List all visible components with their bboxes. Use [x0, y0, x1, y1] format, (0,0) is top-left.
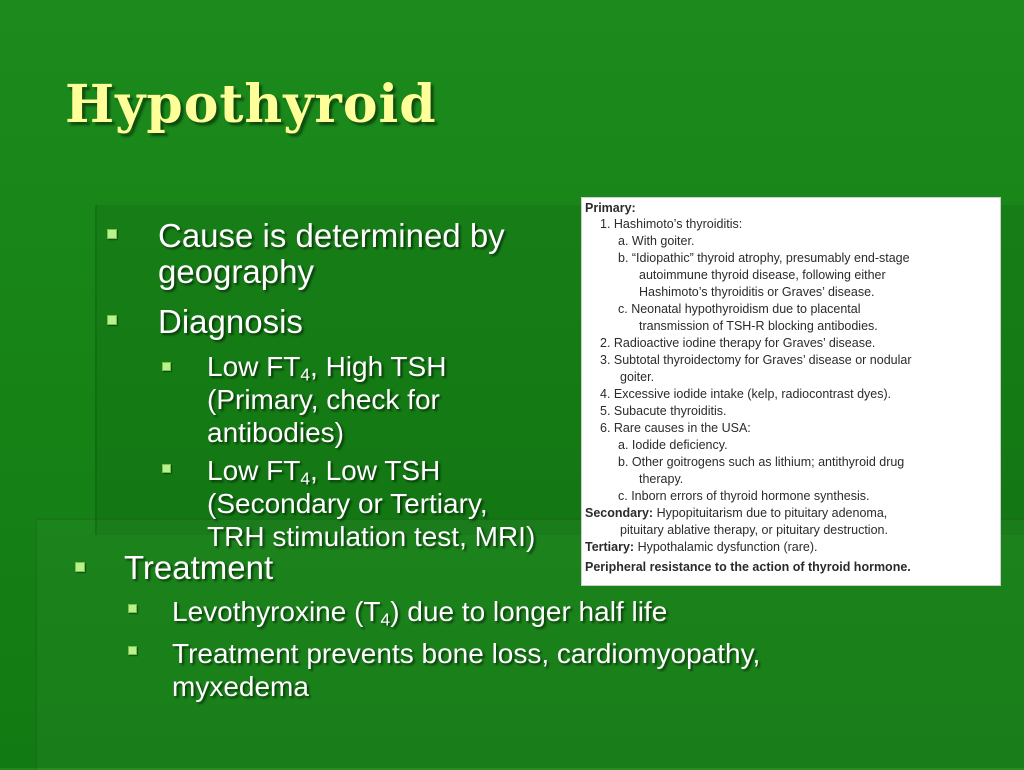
tertiary-line: Tertiary: Hypothalamic dysfunction (rare).: [585, 540, 818, 554]
low-ft4-low-tsh-line-3: TRH stimulation test, MRI): [207, 521, 536, 552]
sub-bullet-icon: [162, 362, 171, 371]
ref-item: autoimmune thyroid disease, following either: [639, 268, 886, 282]
ref-item: 4. Excessive iodide intake (kelp, radiocontrast dyes).: [600, 387, 892, 401]
bullet-icon: [107, 315, 117, 325]
cause-line-2: geography: [158, 253, 314, 290]
sub-bullet-icon: [128, 646, 137, 655]
treatment-label: Treatment: [124, 549, 274, 586]
prevents-line-1: Treatment prevents bone loss, cardiomyopathy,: [172, 638, 761, 669]
ref-item: Hashimoto’s thyroiditis or Graves’ disease.: [639, 285, 875, 299]
ref-item: 5. Subacute thyroiditis.: [600, 404, 727, 418]
bullet-icon: [107, 229, 117, 239]
ref-item: 6. Rare causes in the USA:: [600, 421, 751, 435]
sub-bullet-icon: [162, 464, 171, 473]
slide-title: Hypothyroid: [65, 74, 437, 135]
ref-item: a. With goiter.: [618, 234, 695, 248]
ref-item: a. Iodide deficiency.: [618, 438, 728, 452]
prevents-line-2: myxedema: [172, 671, 309, 702]
low-ft4-high-tsh-line-2: (Primary, check for: [207, 384, 440, 415]
ref-item: 3. Subtotal thyroidectomy for Graves’ disease or nodular: [600, 353, 912, 367]
ref-item: 2. Radioactive iodine therapy for Graves’ disease.: [600, 336, 876, 350]
low-ft4-high-tsh-line-1: Low $FT_4$, High TSH: [207, 351, 447, 385]
hypothyroidism-causes-table: [581, 197, 1001, 586]
ref-item: c. Inborn errors of thyroid hormone synthesis.: [618, 489, 870, 503]
ref-item: pituitary ablative therapy, or pituitary destruction.: [620, 523, 888, 537]
ref-item: 1. Hashimoto’s thyroiditis:: [600, 217, 743, 231]
primary-header: Primary:: [585, 201, 636, 215]
ref-item: therapy.: [639, 472, 684, 486]
bullet-icon: [75, 562, 85, 572]
secondary-line: Secondary: Hypopituitarism due to pituitary adenoma,: [585, 506, 888, 520]
ref-item: b. Other goitrogens such as lithium; antithyroid drug: [618, 455, 905, 469]
low-ft4-low-tsh-line-2: (Secondary or Tertiary,: [207, 488, 488, 519]
low-ft4-high-tsh-line-3: antibodies): [207, 417, 344, 448]
peripheral-line: Peripheral resistance to the action of thyroid hormone.: [585, 560, 911, 574]
cause-line-1: Cause is determined by: [158, 217, 505, 254]
levothyroxine-line: Levothyroxine $(T_4)$ due to longer half life: [172, 596, 668, 630]
ref-item: b. “Idiopathic” thyroid atrophy, presumably end-stage: [618, 251, 910, 265]
diagnosis-label: Diagnosis: [158, 303, 303, 340]
sub-bullet-icon: [128, 604, 137, 613]
low-ft4-low-tsh-line-1: Low $FT_4$, Low TSH: [207, 455, 441, 489]
ref-item: transmission of TSH-R blocking antibodies.: [639, 319, 878, 333]
ref-item: goiter.: [620, 370, 655, 384]
ref-item: c. Neonatal hypothyroidism due to placental: [618, 302, 861, 316]
